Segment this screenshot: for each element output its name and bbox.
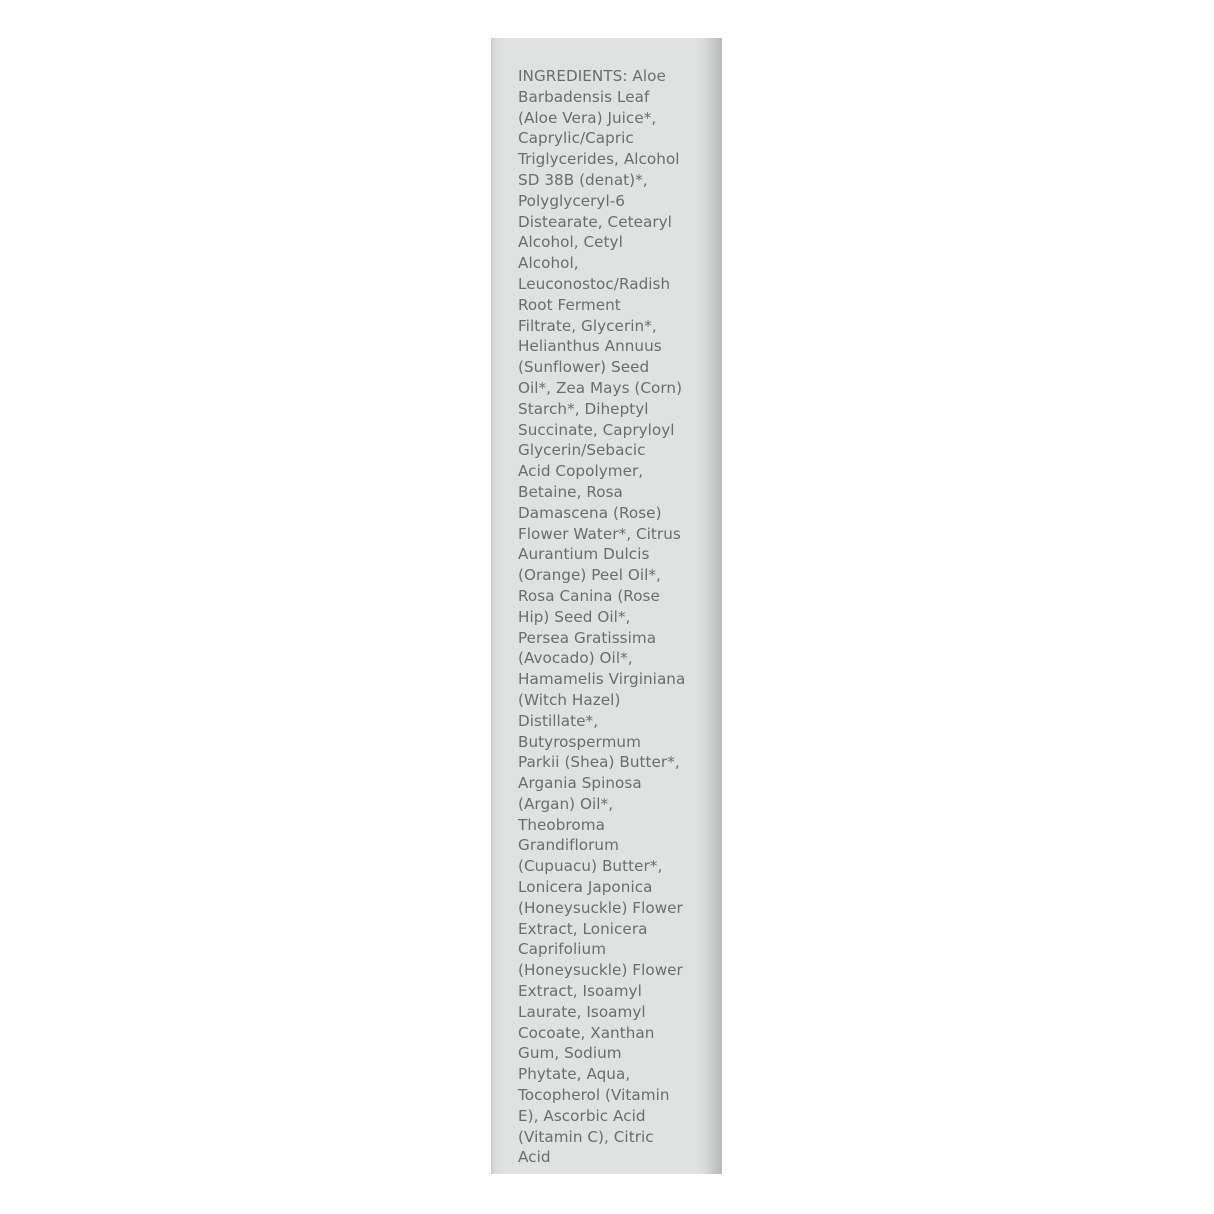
ingredients-line: Gum, Sodium bbox=[518, 1044, 622, 1063]
ingredients-line: Alcohol, bbox=[518, 254, 579, 273]
ingredients-line: Grandiflorum bbox=[518, 836, 619, 855]
ingredients-line: Oil*, Zea Mays (Corn) bbox=[518, 378, 683, 397]
ingredients-line: (Vitamin C), Citric bbox=[518, 1127, 654, 1146]
ingredients-line: Polyglyceryl-6 bbox=[518, 191, 625, 210]
ingredients-list bbox=[518, 66, 708, 1168]
ingredients-line: Triglycerides, Alcohol bbox=[518, 150, 680, 169]
ingredients-line: Cocoate, Xanthan bbox=[518, 1023, 655, 1042]
ingredients-line: Starch*, Diheptyl bbox=[518, 399, 649, 418]
ingredients-line: Lonicera Japonica bbox=[518, 878, 653, 897]
ingredients-line: Damascena (Rose) bbox=[518, 503, 662, 522]
ingredients-line: Leuconostoc/Radish bbox=[518, 274, 671, 293]
ingredients-line: Glycerin/Sebacic bbox=[518, 441, 646, 460]
ingredients-line: Extract, Lonicera bbox=[518, 919, 648, 938]
ingredients-line: Laurate, Isoamyl bbox=[518, 1002, 646, 1021]
ingredients-line: Butyrospermum bbox=[518, 732, 641, 751]
ingredients-line: Theobroma bbox=[518, 815, 605, 834]
ingredients-line: Alcohol, Cetyl bbox=[518, 233, 623, 252]
ingredients-line: (Argan) Oil*, bbox=[518, 794, 614, 813]
ingredients-line: (Avocado) Oil*, bbox=[518, 649, 633, 668]
ingredients-line: Distearate, Cetearyl bbox=[518, 212, 672, 231]
ingredients-line: (Cupuacu) Butter*, bbox=[518, 857, 663, 876]
ingredients-line: INGREDIENTS: Aloe bbox=[518, 67, 666, 85]
package-edge bbox=[706, 38, 722, 1174]
ingredients-line: (Sunflower) Seed bbox=[518, 358, 650, 377]
ingredients-line: (Aloe Vera) Juice*, bbox=[518, 108, 657, 127]
ingredients-line: Parkii (Shea) Butter*, bbox=[518, 753, 680, 772]
ingredients-line: Aurantium Dulcis bbox=[518, 545, 650, 564]
ingredients-line: Betaine, Rosa bbox=[518, 482, 623, 501]
ingredients-line: Distillate*, bbox=[518, 711, 599, 730]
ingredients-line: Persea Gratissima bbox=[518, 628, 657, 647]
ingredients-line: Filtrate, Glycerin*, bbox=[518, 316, 657, 335]
ingredients-line: Acid bbox=[518, 1148, 551, 1167]
ingredients-line: Tocopherol (Vitamin bbox=[518, 1086, 670, 1105]
ingredients-line: Argania Spinosa bbox=[518, 774, 642, 793]
ingredients-line: Helianthus Annuus bbox=[518, 337, 662, 356]
ingredients-line: (Orange) Peel Oil*, bbox=[518, 566, 661, 585]
ingredients-line: Phytate, Aqua, bbox=[518, 1065, 631, 1084]
ingredients-line: Hamamelis Virginiana bbox=[518, 670, 686, 689]
ingredients-line: Acid Copolymer, bbox=[518, 462, 644, 481]
ingredients-line: SD 38B (denat)*, bbox=[518, 170, 648, 189]
ingredients-line: (Witch Hazel) bbox=[518, 690, 621, 709]
ingredients-line: (Honeysuckle) Flower bbox=[518, 898, 683, 917]
ingredients-line: Rosa Canina (Rose bbox=[518, 586, 660, 605]
ingredients-line: (Honeysuckle) Flower bbox=[518, 961, 683, 980]
ingredients-line: E), Ascorbic Acid bbox=[518, 1106, 646, 1125]
ingredients-line: Caprylic/Capric bbox=[518, 129, 634, 148]
ingredients-line: Hip) Seed Oil*, bbox=[518, 607, 631, 626]
ingredients-line: Extract, Isoamyl bbox=[518, 982, 642, 1001]
ingredients-line: Barbadensis Leaf bbox=[518, 87, 650, 106]
ingredients-line: Succinate, Capryloyl bbox=[518, 420, 675, 439]
ingredients-line: Caprifolium bbox=[518, 940, 607, 959]
ingredients-line: Flower Water*, Citrus bbox=[518, 524, 681, 543]
ingredients-line: Root Ferment bbox=[518, 295, 621, 314]
